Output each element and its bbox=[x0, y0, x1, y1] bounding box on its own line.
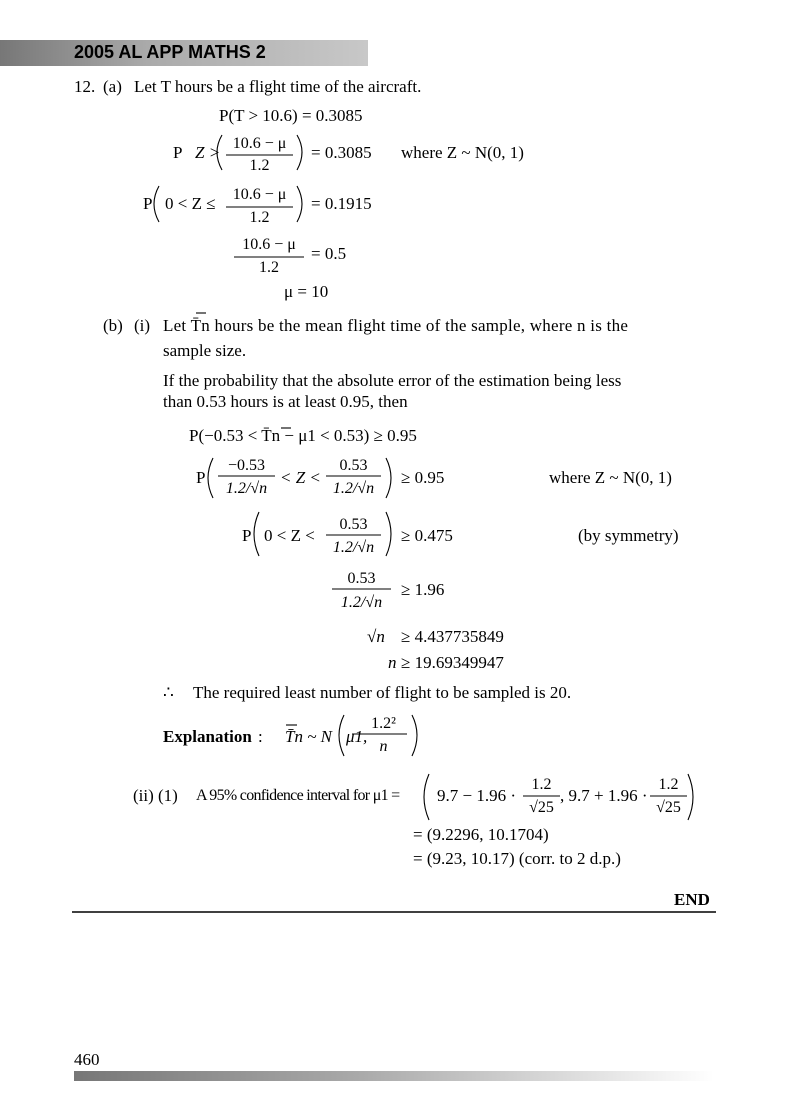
b-line3-num: 0.53 bbox=[339, 516, 368, 533]
b-line3-ge: ≥ 0.475 bbox=[401, 526, 453, 545]
a-line2-eq: = 0.3085 bbox=[311, 143, 372, 162]
b-line2-mid: < Z < bbox=[280, 468, 321, 487]
b-line6-rhs: ≥ 19.69349947 bbox=[401, 653, 504, 672]
explanation-num: 1.2² bbox=[371, 715, 396, 732]
header-band bbox=[0, 40, 368, 66]
ci-num2: 1.2 bbox=[658, 776, 679, 793]
b-line2-den2: 1.2/√n bbox=[332, 480, 375, 497]
ci-result2: = (9.23, 10.17) (corr. to 2 d.p.) bbox=[413, 849, 621, 868]
a-line4-num: 10.6 − μ bbox=[242, 236, 296, 253]
question-number: 12. bbox=[74, 77, 96, 96]
therefore-symbol: ∴ bbox=[163, 683, 174, 702]
b-line1: P(−0.53 < T̄n − μ1 < 0.53) ≥ 0.95 bbox=[189, 426, 417, 445]
b-i-text2: sample size. bbox=[163, 341, 247, 360]
b-i-text4: than 0.53 hours is at least 0.95, then bbox=[163, 392, 408, 411]
a-line3-Z: 0 < Z ≤ bbox=[165, 194, 216, 213]
a-line3-den: 1.2 bbox=[249, 209, 270, 226]
b-line2-where: where Z ~ N(0, 1) bbox=[549, 468, 672, 487]
ci-num1: 1.2 bbox=[531, 776, 552, 793]
ci-left: 9.7 − 1.96 · bbox=[437, 786, 516, 805]
part-a-intro: Let T hours be a flight time of the aircraft. bbox=[134, 77, 422, 96]
ci-result1: = (9.2296, 10.1704) bbox=[413, 825, 549, 844]
a-line2-where: where Z ~ N(0, 1) bbox=[401, 143, 524, 162]
b-line5-lhs: √n bbox=[367, 627, 385, 646]
ci-den1: √25 bbox=[529, 799, 554, 816]
a-line2-num: 10.6 − μ bbox=[232, 135, 287, 152]
conclusion: The required least number of flight to be sampled is 20. bbox=[193, 683, 572, 702]
explanation-label: Explanation bbox=[163, 727, 252, 746]
part-b-i-label: (i) bbox=[134, 316, 151, 335]
explanation-lhs: T̄n ~ N bbox=[285, 727, 332, 746]
a-line2-den: 1.2 bbox=[249, 157, 270, 174]
a-line4-eq: = 0.5 bbox=[311, 244, 347, 263]
b-line2-ge: ≥ 0.95 bbox=[401, 468, 445, 487]
explanation-den: n bbox=[379, 738, 388, 755]
b-line2-num2: 0.53 bbox=[339, 457, 368, 474]
b-line4-den: 1.2/√n bbox=[340, 594, 383, 611]
footer-band bbox=[74, 1071, 714, 1081]
part-b-label: (b) bbox=[103, 316, 123, 335]
b-line3-Z: 0 < Z < bbox=[264, 526, 315, 545]
page-number: 460 bbox=[74, 1050, 100, 1069]
a-line4-den: 1.2 bbox=[259, 259, 279, 276]
b-line4-num: 0.53 bbox=[347, 570, 376, 587]
a-line5: μ = 10 bbox=[284, 282, 329, 301]
b-line3-P: P bbox=[242, 526, 252, 545]
b-i-text3: If the probability that the absolute error of the estimation being less bbox=[163, 371, 622, 390]
b-line3-note: (by symmetry) bbox=[578, 526, 679, 545]
a-line3-P: P bbox=[143, 194, 153, 213]
part-a-label: (a) bbox=[103, 77, 122, 96]
b-line4-ge: ≥ 1.96 bbox=[401, 580, 445, 599]
a-line3-eq: = 0.1915 bbox=[311, 194, 372, 213]
ci-mid: , 9.7 + 1.96 · bbox=[560, 786, 648, 805]
ci-den2: √25 bbox=[656, 799, 681, 816]
b-line2-den1: 1.2/√n bbox=[225, 480, 268, 497]
ci-text: A 95% confidence interval for μ1 = bbox=[196, 787, 400, 804]
header-title: 2005 AL APP MATHS 2 bbox=[74, 42, 266, 62]
end-label: END bbox=[674, 890, 710, 909]
b-line6-lhs: n bbox=[388, 653, 397, 672]
a-line1: P(T > 10.6) = 0.3085 bbox=[219, 106, 363, 125]
a-line3-num: 10.6 − μ bbox=[232, 186, 287, 203]
b-line3-den: 1.2/√n bbox=[332, 539, 375, 556]
b-line2-num1: −0.53 bbox=[227, 457, 266, 474]
explanation-mu: μ1, bbox=[346, 727, 368, 746]
b-i-text1: Let T̄n hours be the mean flight time of the sample, where n is the bbox=[163, 316, 629, 335]
a-line2-Z: Z > bbox=[195, 143, 221, 162]
a-line2-P: P bbox=[173, 143, 183, 162]
b-line5-rhs: ≥ 4.437735849 bbox=[401, 627, 504, 646]
part-ii-label: (ii) (1) bbox=[133, 786, 178, 805]
b-line2-P: P bbox=[196, 468, 206, 487]
